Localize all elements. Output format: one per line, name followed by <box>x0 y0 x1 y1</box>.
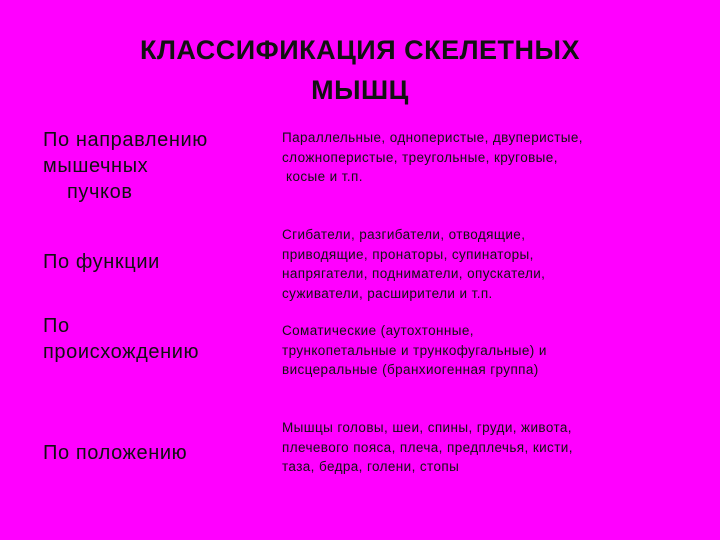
criterion-line: пучков <box>67 181 133 203</box>
types-line: суживатели, расширители и т.п. <box>282 285 493 301</box>
title-line-2: МЫШЦ <box>311 75 409 105</box>
types-line: косые и т.п. <box>286 169 363 184</box>
types-line: трункопетальные и трункофугальные) и <box>282 342 547 358</box>
types-line: Соматические (аутохтонные, <box>282 323 474 338</box>
types-origin <box>282 321 692 380</box>
criterion-line: По <box>43 315 70 337</box>
criterion-position <box>43 440 187 466</box>
criterion-direction <box>43 127 208 205</box>
types-line: висцеральные (бранхиогенная группа) <box>282 362 539 377</box>
criterion-origin <box>43 313 199 365</box>
slide-title <box>60 30 660 110</box>
criterion-line: По функции <box>43 251 160 273</box>
types-line: приводящие, пронаторы, супинаторы, <box>282 246 534 262</box>
types-line: напрягатели, подниматели, опускатели, <box>282 266 546 281</box>
criterion-function <box>43 249 160 275</box>
criterion-line: По направлению <box>43 129 208 151</box>
types-line: Мышцы головы, шеи, спины, груди, живота, <box>282 420 572 435</box>
types-line: сложноперистые, треугольные, круговые, <box>282 149 558 165</box>
title-line-1: КЛАССИФИКАЦИЯ СКЕЛЕТНЫХ <box>140 35 580 65</box>
types-function <box>282 225 692 303</box>
types-line: Сгибатели, разгибатели, отводящие, <box>282 227 526 242</box>
criterion-line: происхождению <box>43 341 200 363</box>
types-direction <box>282 128 692 187</box>
criterion-line: По положению <box>43 442 188 464</box>
types-position <box>282 418 692 477</box>
criterion-line: мышечных <box>43 155 149 177</box>
types-line: плечевого пояса, плеча, предплечья, кисти, <box>282 439 573 455</box>
types-line: таза, бедра, голени, стопы <box>282 459 460 474</box>
types-line: Параллельные, одноперистые, двуперистые, <box>282 130 583 145</box>
